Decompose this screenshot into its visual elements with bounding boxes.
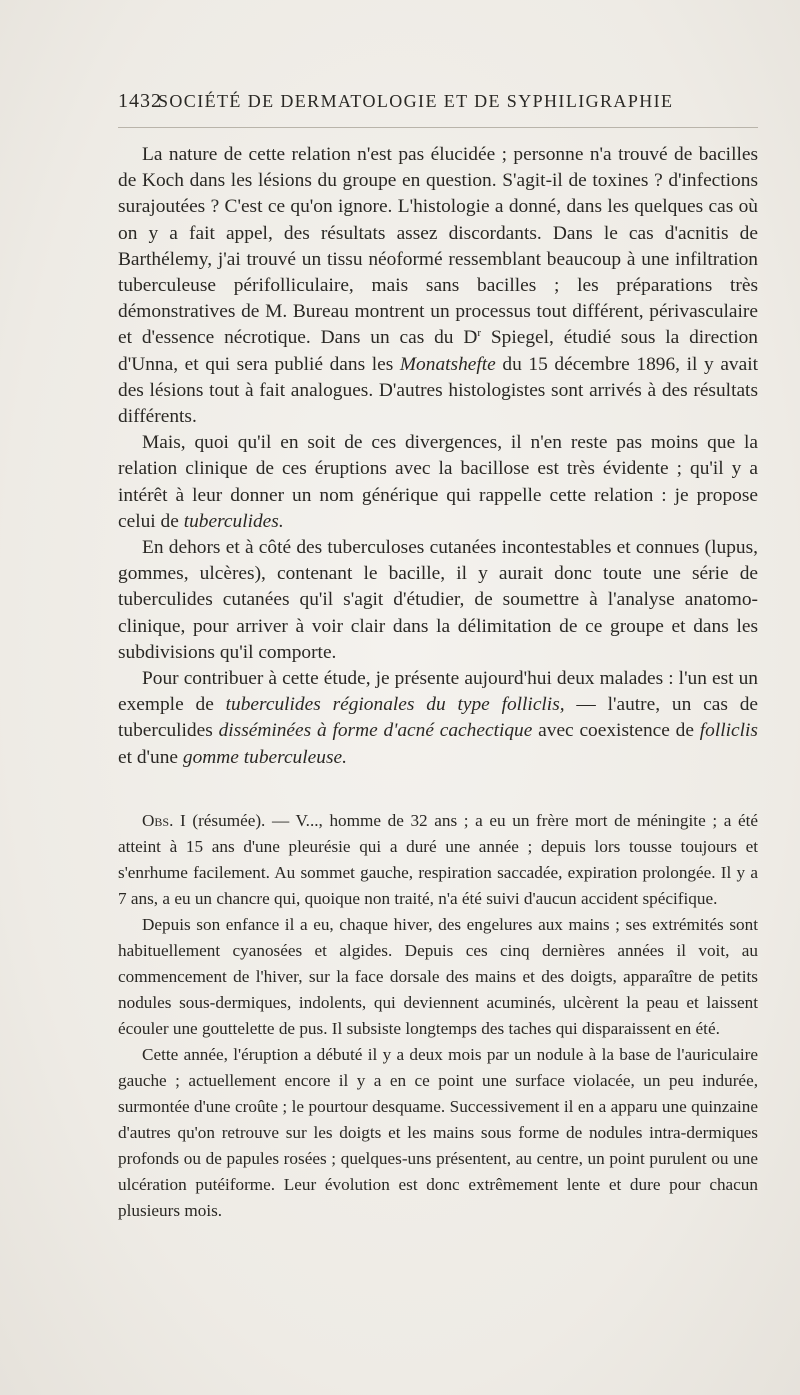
paragraph-3: En dehors et à côté des tuberculoses cutanées incontestables et connues (lupus, gommes, ulcères), contenant le bacille, il y aurait donc toute une série de tuberculides cutanées qu'il s'agit d'étudier, de soumettre à l'analyse anatomo-clinique, pour arriver à voir clair dans la délimitation de ce groupe et dans les subdivisions qu'il comporte. (118, 537, 758, 663)
term-tuberculides: tuberculides. (183, 510, 284, 532)
journal-title: Monatshefte (399, 353, 496, 375)
paragraph-4: Pour contribuer à cette étude, je présente aujourd'hui deux malades : l'un est un exemple de tuberculides régionales du type folliclis, — l'autre, un cas de tuberculides disséminées à forme d'acné cachectique avec coexistence de folliclis et d'une gomme tuberculeuse. (118, 668, 758, 768)
paragraph-2: Mais, quoi qu'il en soit de ces divergences, il n'en reste pas moins que la relation clinique de ces éruptions avec la bacillose est très évidente ; qu'il y a intérêt à leur donner un nom générique qui rappelle cette relation : je propose celui de tuberculides. (118, 432, 758, 532)
page-number: 1432 (118, 90, 162, 112)
observation-label: Obs. I (142, 811, 186, 830)
header-rule (118, 127, 758, 128)
observation-paragraph-2: Depuis son enfance il a eu, chaque hiver, des engelures aux mains ; ses extrémités sont habituellement cyanosées et algides. Depuis ces cinq dernières années il voit, au commencement de l'hiver, sur la face dorsale des mains et des doigts, apparaître de petits nodules sous-dermiques, indolents, qui deviennent acuminés, ulcèrent la peau et laissent écouler une gouttelette de pus. Il subsiste longtemps des taches qui disparaissent en été. (118, 915, 758, 1038)
page-header (118, 90, 758, 113)
paragraph-1: La nature de cette relation n'est pas élucidée ; personne n'a trouvé de bacilles de Koch dans les lésions du groupe en question. S'agit-il de toxines ? d'infections surajoutées ? C'est ce qu'on ignore. L'histologie a donné, dans les quelques cas où on y a fait appel, des résultats assez discordants. Dans le cas d'acnitis de Barthélemy, j'ai trouvé un tissu néoformé ressemblant beaucoup à une infiltration tuberculeuse périfolliculaire, mais sans bacilles ; les préparations très démonstratives de M. Bureau montrent un processus tout différent, périvasculaire et d'essence nécrotique. Dans un cas du $D^r$ Spiegel, étudié sous la direction d'Unna, et qui sera publié dans les Monatshefte du 15 décembre 1896, il y avait des lésions tout à fait analogues. D'autres histologistes sont arrivés à des résultats différents. (118, 144, 759, 428)
running-title: SOCIÉTÉ DE DERMATOLOGIE ET DE SYPHILIGRAPHIE (158, 91, 674, 111)
observation-block (118, 808, 758, 1224)
observation-paragraph-1: Obs. I (résumée). — V..., homme de 32 ans ; a eu un frère mort de méningite ; a été atteint à 15 ans d'une pleurésie qui a duré une année ; depuis lors tousse toujours et s'enrhume facilement. Au sommet gauche, respiration saccadée, expiration prolongée. Il y a 7 ans, a eu un chancre qui, quoique non traité, n'a été suivi d'aucun accident spécifique. (118, 811, 758, 908)
observation-paragraph-3: Cette année, l'éruption a débuté il y a deux mois par un nodule à la base de l'auriculaire gauche ; actuellement encore il y a en ce point une surface violacée, un peu indurée, surmontée d'une croûte ; le pourtour desquame. Successivement il en a apparu une quinzaine d'autres qu'on retrouve sur les doigts et les mains sous forme de nodules intra-dermiques profonds ou de papules rosées ; quelques-uns présentent, au centre, un point purulent ou une ulcération putéiforme. Leur évolution est donc extrêmement lente et dure pour chacun plusieurs mois. (118, 1045, 758, 1220)
main-text (118, 142, 758, 771)
